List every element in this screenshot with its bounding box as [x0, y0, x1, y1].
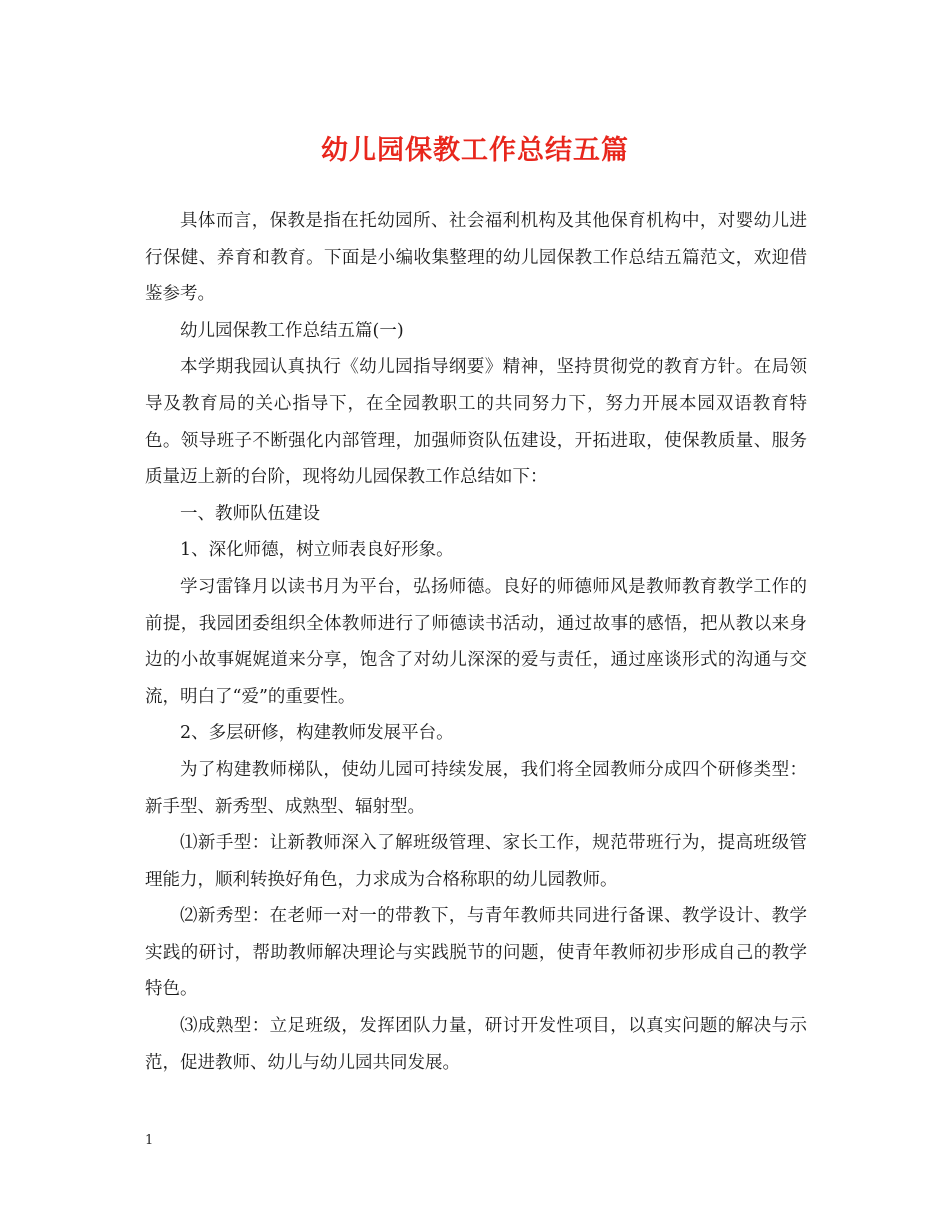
list-item: ⑵新秀型：在老师一对一的带教下，与青年教师共同进行备课、教学设计、教学实践的研讨，帮助教师解决理论与实践脱节的问题，使青年教师初步形成自己的教学特色。 [145, 906, 807, 1000]
intro-paragraph: 具体而言，保教是指在托幼园所、社会福利机构及其他保育机构中，对婴幼儿进行保健、养育和教育。下面是小编收集整理的幼儿园保教工作总结五篇范文，欢迎借鉴参考。 [145, 211, 807, 305]
document-title: 幼儿园保教工作总结五篇 [321, 135, 629, 166]
list-item: ⑴新手型：让新教师深入了解班级管理、家长工作，规范带班行为，提高班级管理能力，顺利转换好角色，力求成为合格称职的幼儿园教师。 [145, 833, 807, 890]
body-paragraph: 本学期我园认真执行《幼儿园指导纲要》精神，坚持贯彻党的教育方针。在局领导及教育局的关心指导下，在全园教职工的共同努力下，努力开展本园双语教育特色。领导班子不断强化内部管理，加强师资队伍建设，开拓进取，使保教质量、服务质量迈上新的台阶，现将幼儿园保教工作总结如下： [145, 357, 807, 488]
body-paragraph: 学习雷锋月以读书月为平台，弘扬师德。良好的师德师风是教师教育教学工作的前提，我园团委组织全体教师进行了师德读书活动，通过故事的感悟，把从教以来身边的小故事娓娓道来分享，饱含了对幼儿深深的爱与责任，通过座谈形式的沟通与交流，明白了“爱”的重要性。 [145, 576, 807, 707]
subheading: 一、教师队伍建设 [180, 503, 320, 524]
document-body [145, 203, 807, 1081]
subheading: 1、深化师德，树立师表良好形象。 [180, 540, 454, 561]
page-number: 1 [145, 1133, 154, 1148]
list-item: ⑶成熟型：立足班级，发挥团队力量，研讨开发性项目，以真实问题的解决与示范，促进教师、幼儿与幼儿园共同发展。 [145, 1016, 807, 1073]
body-paragraph: 为了构建教师梯队，使幼儿园可持续发展，我们将全园教师分成四个研修类型：新手型、新秀型、成熟型、辐射型。 [145, 759, 807, 817]
subheading: 2、多层研修，构建教师发展平台。 [180, 723, 454, 744]
section-heading: 幼儿园保教工作总结五篇(一) [180, 320, 404, 341]
